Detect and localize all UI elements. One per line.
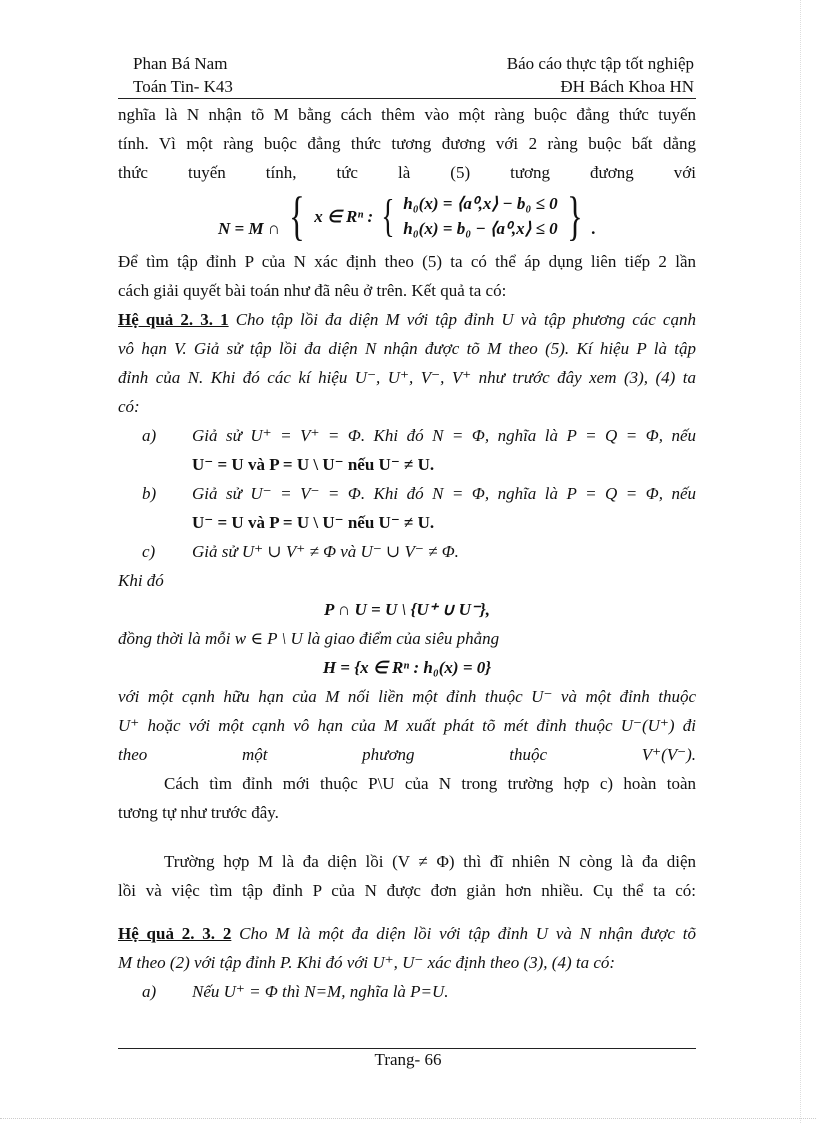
page-right-edge <box>800 0 801 1123</box>
case-b <box>118 479 696 537</box>
para3-line2: U⁺ hoặc với một cạnh vô hạn của M xuất phát tõ mét đỉnh thuộc U⁻(U⁺) đi <box>118 716 696 735</box>
eq1-row1: h₀(x) = ⟨a⁰,x⟩ − b₀ ≤ 0 <box>403 194 558 213</box>
eq1-tail: . <box>591 219 596 238</box>
case-a <box>118 421 696 479</box>
para2-line1: Để tìm tập đỉnh P của N xác định theo (5) ta có thể áp dụng liên tiếp 2 lần <box>118 252 696 271</box>
eq1-inner-brace: { <box>381 190 395 241</box>
eq1-set: x ∈ Rⁿ : <box>314 206 374 226</box>
author-name: Phan Bá Nam <box>133 54 228 73</box>
corollary2-case-a-text: Nếu U⁺ = Φ thì N=M, nghĩa là P=U. <box>192 982 449 1001</box>
corollary2-line2: M theo (2) với tập đỉnh P. Khi đó với U⁺, U⁻ xác định theo (3), (4) ta có: <box>118 953 616 972</box>
eq1-lhs: N = M ∩ <box>218 219 281 238</box>
case-a-marker: a) <box>142 426 157 445</box>
case-b-line1: Giả sử U⁻ = V⁻ = Φ. Khi đó N = Φ, nghĩa là P = Q = Φ, nếu <box>192 484 696 503</box>
case-c-line1: Giả sử U⁺ ∪ V⁺ ≠ Φ và U⁻ ∪ V⁻ ≠ Φ. <box>192 542 459 561</box>
case-a-line2: U⁻ = U và P = U \ U⁻ nếu U⁻ ≠ U. <box>192 455 435 474</box>
para4-line2: tương tự như trước đây. <box>118 803 279 822</box>
equation-n-definition <box>118 186 696 246</box>
eq1-row2: h₀(x) = b₀ − ⟨a⁰,x⟩ ≤ 0 <box>403 219 558 238</box>
para4-line1: Cách tìm đỉnh mới thuộc P\U của N trong trường hợp c) hoàn toàn <box>164 774 696 793</box>
page-bottom-edge <box>0 1118 816 1119</box>
school-name: ĐH Bách Khoa HN <box>560 77 694 96</box>
khi-do: Khi đó <box>118 571 164 590</box>
para2-line2: cách giải quyết bài toán như đã nêu ở trên. Kết quả ta có: <box>118 281 507 300</box>
equation-hyperplane: H = {x ∈ Rⁿ : h₀(x) = 0} <box>322 658 492 677</box>
corollary1-line2: vô hạn V. Giả sử tập lồi đa diện N nhận được tõ M theo (5). Kí hiệu P là tập <box>118 339 696 358</box>
eq1-right-brace: } <box>566 186 583 246</box>
para1-line1: nghĩa là N nhận tõ M bằng cách thêm vào một ràng buộc đẳng thức tuyến <box>118 105 696 124</box>
para3-line1: với một cạnh hữu hạn của M nối liền một đỉnh thuộc U⁻ và một đỉnh thuộc <box>118 687 696 706</box>
header-right <box>507 52 694 98</box>
header-left <box>133 52 233 98</box>
dong-thoi-line: đồng thời là mỗi w ∈ P \ U là giao điểm của siêu phẳng <box>118 629 500 648</box>
page-number: Trang- 66 <box>374 1050 442 1069</box>
report-title: Báo cáo thực tập tốt nghiệp <box>506 54 694 73</box>
para5-line1: Trường hợp M là đa diện lồi (V ≠ Φ) thì đĩ nhiên N còng là đa diện <box>164 852 696 871</box>
case-c-marker: c) <box>142 542 156 561</box>
corollary2-line1: Hệ quả 2. 3. 2 Cho M là một đa diện lồi với tập đỉnh U và N nhận được tõ <box>118 924 696 943</box>
case-b-marker: b) <box>142 484 157 503</box>
footer-rule <box>118 1048 696 1049</box>
para1-line2: tính. Vì một ràng buộc đẳng thức tương đương với 2 ràng buộc bất dẳng <box>118 134 696 153</box>
header-rule <box>118 98 696 99</box>
para5-line2: lồi và việc tìm tập đỉnh P của N được đơn giản hơn nhiều. Cụ thể ta có: <box>118 881 696 900</box>
case-c <box>118 537 696 566</box>
case-a-line1: Giả sử U⁺ = V⁺ = Φ. Khi đó N = Φ, nghĩa là P = Q = Φ, nếu <box>192 426 696 445</box>
corollary2-title: Hệ quả 2. 3. 2 <box>118 924 232 943</box>
corollary1-line1: Hệ quả 2. 3. 1 Cho tập lồi đa diện M với tập đỉnh U và tập phương các cạnh <box>118 310 696 329</box>
equation-p-intersect-u: P ∩ U = U \ {U⁺ ∪ U⁻}, <box>324 600 490 619</box>
corollary1-line4: có: <box>118 397 140 416</box>
class-name: Toán Tin- K43 <box>133 77 233 96</box>
eq1-left-brace: { <box>289 186 306 246</box>
corollary1-title: Hệ quả 2. 3. 1 <box>118 310 229 329</box>
case-b-line2: U⁻ = U và P = U \ U⁻ nếu U⁻ ≠ U. <box>192 513 435 532</box>
page-content <box>118 100 696 1006</box>
corollary2-case-a-marker: a) <box>142 982 157 1001</box>
corollary1-line3: đỉnh của N. Khi đó các kí hiệu U⁻, U⁺, V⁻, V⁺ như trước đây xem (3), (4) ta <box>118 368 696 387</box>
para1-line3: thức tuyến tính, tức là (5) tương đương với <box>118 163 696 182</box>
corollary2-case-a <box>118 977 696 1006</box>
para3-line3: theo một phương thuộc V⁺(V⁻). <box>118 745 696 764</box>
